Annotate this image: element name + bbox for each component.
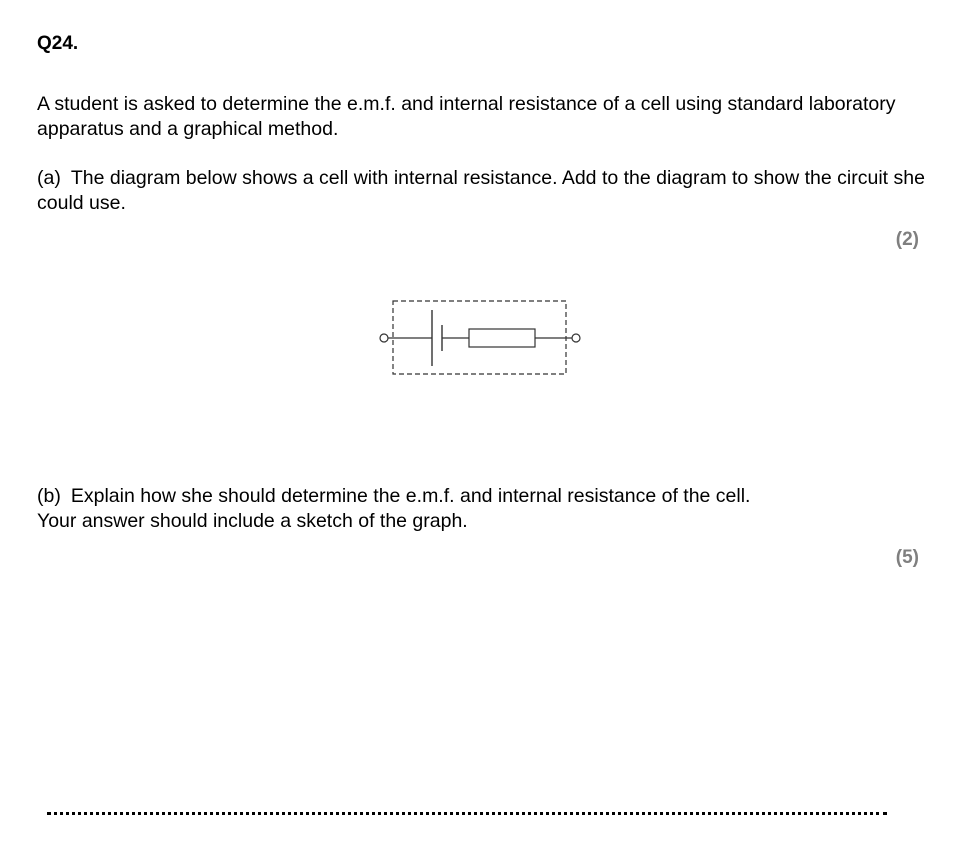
part-a-prompt	[37, 166, 942, 216]
answer-line[interactable]	[47, 812, 887, 815]
part-a-text: The diagram below shows a cell with internal resistance. Add to the diagram to show the circuit she could use.	[37, 167, 925, 214]
part-b-label: (b)	[37, 485, 61, 507]
question-number: Q24.	[37, 33, 79, 54]
part-a-marks: (2)	[895, 229, 919, 250]
cell-circuit-diagram	[376, 295, 584, 381]
part-b-marks: (5)	[895, 547, 919, 568]
internal-resistor	[469, 329, 535, 347]
part-b-text-line2: Your answer should include a sketch of the graph.	[37, 510, 468, 532]
part-b-text-line1: Explain how she should determine the e.m.f. and internal resistance of the cell.	[70, 485, 751, 507]
part-a-label: (a)	[37, 167, 61, 189]
terminal-right	[572, 334, 580, 342]
part-b-prompt	[37, 484, 917, 534]
question-intro: A student is asked to determine the e.m.f. and internal resistance of a cell using standard laboratory apparatus and a graphical method.	[37, 93, 896, 140]
terminal-left	[380, 334, 388, 342]
